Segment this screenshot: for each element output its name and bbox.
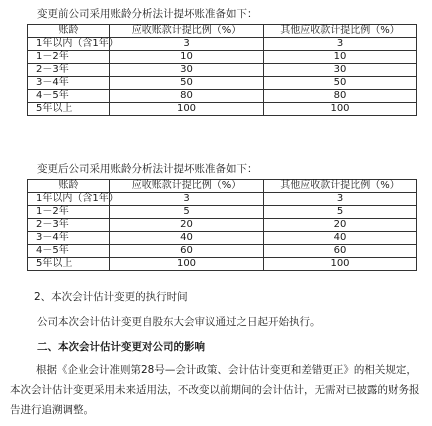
aging-cell: 4－5年 — [28, 90, 110, 103]
aging-cell: 3－4年 — [28, 232, 110, 245]
receivable-rate-cell: 30 — [110, 64, 264, 77]
other-receivable-rate-cell: 3 — [264, 193, 417, 206]
other-receivable-rate-cell: 100 — [264, 103, 417, 116]
other-receivable-rate-cell: 80 — [264, 90, 417, 103]
aging-cell: 1年以内（含1年） — [28, 38, 110, 51]
receivable-rate-cell: 100 — [110, 258, 264, 271]
table-row — [28, 193, 417, 206]
table-row — [28, 232, 417, 245]
table-header-row — [28, 25, 417, 38]
column-header-receivable-rate: 应收账款计提比例（%） — [110, 180, 264, 193]
aging-cell: 2－3年 — [28, 64, 110, 77]
other-receivable-rate-cell: 30 — [264, 64, 417, 77]
other-receivable-rate-cell: 40 — [264, 232, 417, 245]
other-receivable-rate-cell: 3 — [264, 38, 417, 51]
other-receivable-rate-cell: 100 — [264, 258, 417, 271]
before-aging-table — [27, 24, 417, 116]
section-2-heading: 2、本次会计估计变更的执行时间 — [34, 291, 188, 303]
column-header-aging: 账龄 — [28, 180, 110, 193]
aging-cell: 5年以上 — [28, 103, 110, 116]
aging-cell: 2－3年 — [28, 219, 110, 232]
table-row — [28, 77, 417, 90]
other-receivable-rate-cell: 50 — [264, 77, 417, 90]
receivable-rate-cell: 100 — [110, 103, 264, 116]
section-2-body: 公司本次会计估计变更自股东大会审议通过之日起开始执行。 — [37, 316, 321, 328]
receivable-rate-cell: 3 — [110, 38, 264, 51]
receivable-rate-cell: 40 — [110, 232, 264, 245]
table-header-row — [28, 180, 417, 193]
receivable-rate-cell: 80 — [110, 90, 264, 103]
section-3-heading: 二、本次会计估计变更对公司的影响 — [37, 341, 205, 353]
table-row — [28, 103, 417, 116]
other-receivable-rate-cell: 60 — [264, 245, 417, 258]
other-receivable-rate-cell: 10 — [264, 51, 417, 64]
before-table-caption: 变更前公司采用账龄分析法计提坏账准备如下： — [37, 8, 258, 20]
aging-cell: 5年以上 — [28, 258, 110, 271]
table-row — [28, 38, 417, 51]
receivable-rate-cell: 50 — [110, 77, 264, 90]
column-header-other-receivable-rate: 其他应收款计提比例（%） — [264, 180, 417, 193]
table-row — [28, 51, 417, 64]
table-row — [28, 90, 417, 103]
table-row — [28, 258, 417, 271]
aging-cell: 1年以内（含1年） — [28, 193, 110, 206]
aging-cell: 1－2年 — [28, 206, 110, 219]
aging-cell: 1－2年 — [28, 51, 110, 64]
column-header-other-receivable-rate: 其他应收款计提比例（%） — [264, 25, 417, 38]
aging-cell: 4－5年 — [28, 245, 110, 258]
receivable-rate-cell: 20 — [110, 219, 264, 232]
receivable-rate-cell: 5 — [110, 206, 264, 219]
receivable-rate-cell: 60 — [110, 245, 264, 258]
table-row — [28, 245, 417, 258]
table-row — [28, 219, 417, 232]
table-row — [28, 206, 417, 219]
column-header-aging: 账龄 — [28, 25, 110, 38]
other-receivable-rate-cell: 20 — [264, 219, 417, 232]
after-aging-table — [27, 179, 417, 271]
column-header-receivable-rate: 应收账款计提比例（%） — [110, 25, 264, 38]
table-row — [28, 64, 417, 77]
receivable-rate-cell: 10 — [110, 51, 264, 64]
section-3-body: 根据《企业会计准则第28号—会计政策、会计估计变更和差错更正》的相关规定，本次会计估计变更采用未来适用法，不改变以前期间的会计估计，无需对已披露的财务报告进行追溯调整。 — [10, 364, 420, 416]
after-table-caption: 变更后公司采用账龄分析法计提坏账准备如下： — [37, 163, 258, 175]
receivable-rate-cell: 3 — [110, 193, 264, 206]
aging-cell: 3－4年 — [28, 77, 110, 90]
other-receivable-rate-cell: 5 — [264, 206, 417, 219]
